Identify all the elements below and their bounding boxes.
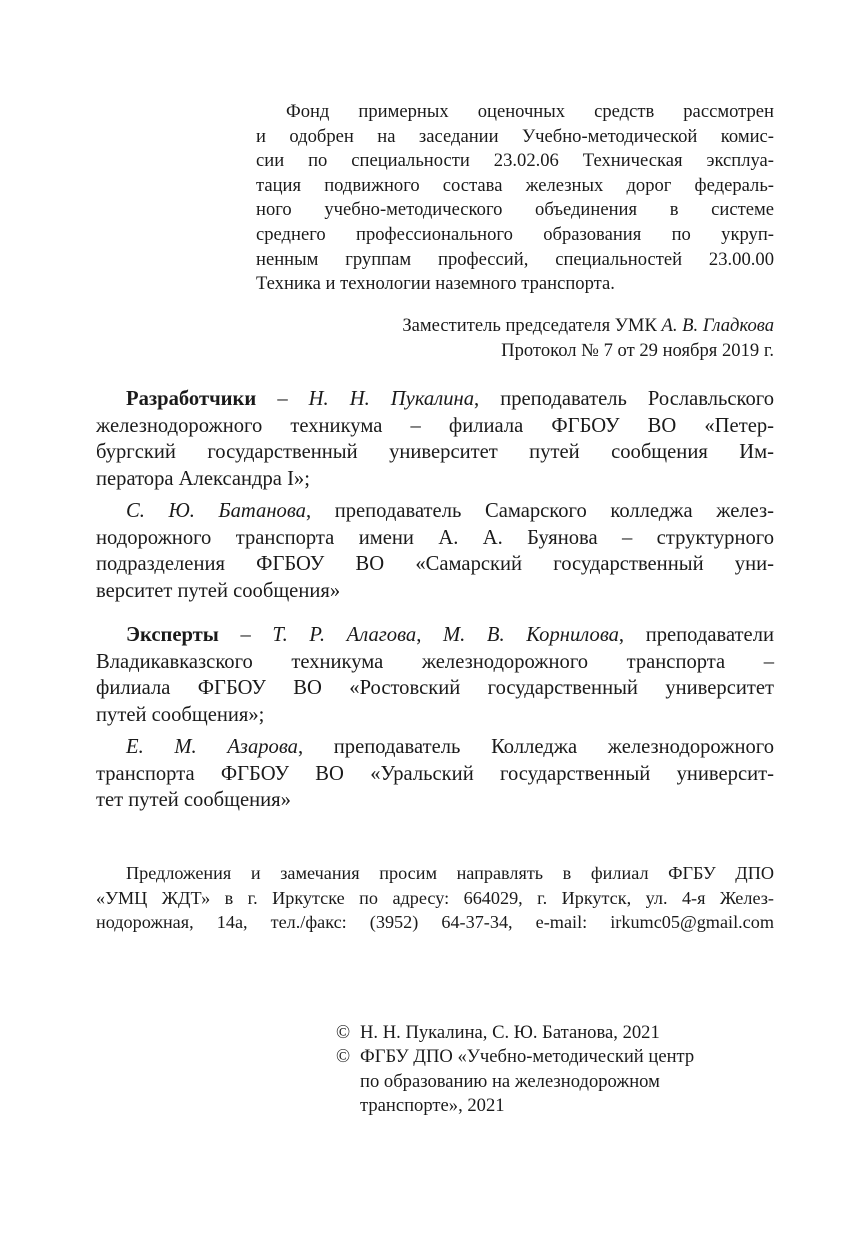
experts-line	[96, 622, 774, 649]
developer-1-line: бургский государственный университет путей сообщения Им-	[96, 441, 774, 463]
copyright-block	[336, 1021, 776, 1118]
approval-line: ного учебно-методического объединения в системе	[256, 199, 774, 221]
experts-line: филиала ФГБОУ ВО «Ростовский государственный университет	[96, 677, 774, 699]
approval-line: Техника и технологии наземного транспорта.	[256, 273, 615, 295]
dash: –	[240, 624, 251, 646]
expert-1-name: Т. Р. Алагова	[272, 624, 417, 646]
developer-2-role: , преподаватель Самарского колледжа желез-	[305, 500, 774, 522]
contacts-line: нодорожная, 14а, тел./факс: (3952) 64-37-34, e-mail: irkumc05@gmail.com	[96, 912, 774, 932]
approval-line: сии по специальности 23.02.06 Техническая эксплуа-	[256, 150, 774, 172]
contacts-line: «УМЦ ЖДТ» в г. Иркутске по адресу: 664029, г. Иркутск, ул. 4-я Желез-	[96, 887, 774, 908]
expert-3-line	[96, 734, 774, 761]
expert-3-line: транспорта ФГБОУ ВО «Уральский государственный университ-	[96, 762, 774, 785]
approval-line: Фонд примерных оценочных средств рассмотрен	[286, 101, 774, 122]
protocol-line: Протокол № 7 от 29 ноября 2019 г.	[501, 340, 774, 361]
signer-line	[402, 313, 774, 338]
approval-line: ненным группам профессий, специальностей 23.00.00	[256, 248, 774, 270]
experts-line: путей сообщения»;	[96, 703, 265, 726]
contacts-paragraph	[96, 861, 774, 935]
approval-paragraph	[256, 100, 774, 297]
experts-line: Владикавказского техникума железнодорожного транспорта –	[96, 650, 774, 673]
dash: –	[277, 388, 288, 410]
developer-2-paragraph	[96, 498, 774, 604]
approval-signature	[402, 313, 774, 363]
contacts-line: Предложения и замечания просим направлять в филиал ФГБУ ДПО	[126, 863, 774, 883]
approval-line: тация подвижного состава железных дорог федераль-	[256, 174, 774, 196]
expert-3-line: тет путей сообщения»	[96, 789, 291, 811]
approval-line: и одобрен на заседании Учебно-методической комис-	[256, 125, 774, 147]
copyright-authors: Н. Н. Пукалина, С. Ю. Батанова, 2021	[360, 1022, 660, 1043]
developer-2-line: верситет путей сообщения»	[96, 579, 341, 602]
developers-label: Разработчики	[126, 388, 257, 410]
copyright-line: транспорте», 2021	[360, 1094, 505, 1116]
separator: ,	[416, 624, 422, 646]
experts-label: Эксперты	[126, 624, 219, 646]
developer-2-line: нодорожного транспорта имени А. А. Буянова – структурного	[96, 526, 774, 549]
experts-role: , преподаватели	[618, 624, 774, 646]
signer-position: Заместитель председателя УМК	[402, 315, 657, 336]
developer-1-line	[96, 386, 774, 413]
expert-3-role: , преподаватель Колледжа железнодорожного	[297, 736, 774, 758]
expert-2-name: М. В. Корнилова	[443, 624, 619, 646]
developer-2-line: подразделения ФГБОУ ВО «Самарский государственный уни-	[96, 553, 774, 575]
developer-1-line: железнодорожного техникума – филиала ФГБОУ ВО «Петер-	[96, 414, 774, 437]
developer-1-paragraph	[96, 386, 774, 492]
copyright-line	[336, 1045, 776, 1069]
developer-1-line: ператора Александра I»;	[96, 467, 310, 490]
copyright-icon: ©	[336, 1046, 351, 1068]
developer-2-line	[96, 498, 774, 525]
experts-paragraph	[96, 622, 774, 728]
expert-3-paragraph	[96, 734, 774, 814]
copyright-line: по образованию на железнодорожном	[360, 1070, 660, 1092]
expert-3-name: Е. М. Азарова	[126, 736, 298, 758]
developer-1-role: , преподаватель Рославльского	[474, 388, 774, 410]
copyright-publisher: ФГБУ ДПО «Учебно-методический центр	[360, 1046, 695, 1068]
copyright-line	[336, 1021, 776, 1045]
approval-line: среднего профессионального образования по укруп-	[256, 223, 774, 245]
developer-1-name: Н. Н. Пукалина	[308, 388, 475, 410]
signer-name: А. В. Гладкова	[661, 315, 774, 336]
copyright-icon: ©	[336, 1022, 351, 1043]
developer-2-name: С. Ю. Батанова	[126, 500, 306, 522]
